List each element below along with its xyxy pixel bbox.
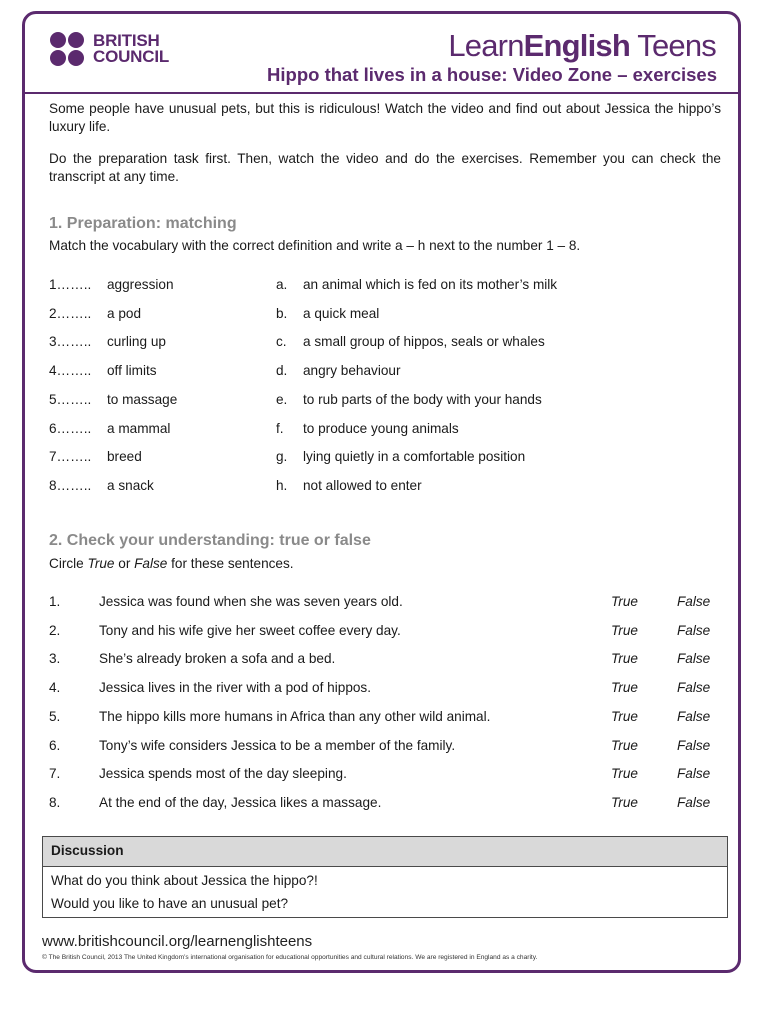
- statement-number: 2.: [49, 622, 61, 638]
- matching-row: [0, 478, 768, 498]
- footer-copyright: © The British Council, 2013 The United Kingdom’s international organisation for educational opportunities and cultural relations. We are registered in England as a charity.: [42, 954, 538, 961]
- logo-dots-icon: [50, 31, 90, 67]
- matching-word: breed: [107, 449, 142, 465]
- matching-word: curling up: [107, 334, 166, 350]
- false-option[interactable]: False: [677, 622, 711, 638]
- true-option[interactable]: True: [611, 766, 638, 782]
- statement-text: Tony and his wife give her sweet coffee every day.: [99, 622, 401, 638]
- false-option[interactable]: False: [677, 680, 711, 696]
- false-option[interactable]: False: [677, 737, 711, 753]
- statement-text: Jessica spends most of the day sleeping.: [99, 766, 347, 782]
- true-false-row: [0, 623, 768, 643]
- matching-letter: a.: [276, 277, 288, 292]
- matching-definition: not allowed to enter: [303, 477, 422, 493]
- matching-number: 8……..: [49, 477, 92, 493]
- logo-line2: COUNCIL: [93, 47, 170, 66]
- section-1-heading: 1. Preparation: matching: [49, 215, 237, 232]
- matching-word: off limits: [107, 363, 157, 379]
- true-option[interactable]: True: [611, 794, 638, 810]
- page-header: [0, 0, 768, 95]
- true-option[interactable]: True: [611, 737, 638, 753]
- british-council-logo: [50, 31, 169, 67]
- matching-row: [0, 392, 768, 412]
- true-false-row: [0, 651, 768, 671]
- matching-row: [0, 449, 768, 469]
- section-2-instruction: Circle True or False for these sentences.: [49, 556, 294, 571]
- discussion-question-1: What do you think about Jessica the hippo?!: [51, 873, 318, 888]
- intro-paragraph-2: Do the preparation task first. Then, watch the video and do the exercises. Remember you can check the transcript at any time.: [49, 151, 721, 184]
- statement-text: She’s already broken a sofa and a bed.: [99, 651, 336, 667]
- true-option[interactable]: True: [611, 622, 638, 638]
- discussion-question-2: Would you like to have an unusual pet?: [51, 896, 289, 911]
- statement-text: Tony’s wife considers Jessica to be a member of the family.: [99, 737, 456, 753]
- page-title: Hippo that lives in a house: Video Zone – exercises: [267, 64, 717, 85]
- matching-letter: f.: [276, 420, 284, 436]
- section-1-instruction: Match the vocabulary with the correct definition and write a – h next to the number 1 – 8.: [49, 238, 581, 253]
- matching-row: [0, 306, 768, 326]
- true-false-row: [0, 709, 768, 729]
- true-option[interactable]: True: [611, 651, 638, 667]
- matching-letter: h.: [276, 477, 288, 493]
- statement-number: 8.: [49, 794, 61, 810]
- true-option[interactable]: True: [611, 680, 638, 696]
- statement-text: At the end of the day, Jessica likes a massage.: [99, 794, 382, 810]
- matching-row: [0, 421, 768, 441]
- false-option[interactable]: False: [677, 594, 711, 609]
- header-divider: [25, 92, 741, 94]
- statement-text: Jessica lives in the river with a pod of hippos.: [99, 680, 372, 696]
- learnenglish-teens-brand: LearnEnglish Teens: [448, 28, 716, 63]
- matching-number: 2……..: [49, 305, 92, 321]
- statement-number: 5.: [49, 708, 61, 724]
- matching-number: 5……..: [49, 391, 92, 407]
- matching-word: a pod: [107, 305, 142, 321]
- matching-row: [0, 334, 768, 354]
- false-option[interactable]: False: [677, 708, 711, 724]
- discussion-box: [42, 836, 728, 918]
- discussion-heading: Discussion: [43, 837, 727, 867]
- logo-line1: BRITISH: [93, 31, 160, 50]
- matching-row: [0, 363, 768, 383]
- false-option[interactable]: False: [677, 766, 711, 782]
- statement-number: 7.: [49, 766, 61, 782]
- matching-definition: a small group of hippos, seals or whales: [303, 334, 545, 350]
- true-false-row: [0, 795, 768, 815]
- false-option[interactable]: False: [677, 651, 711, 667]
- matching-letter: e.: [276, 391, 288, 407]
- statement-number: 3.: [49, 651, 61, 667]
- matching-row: [0, 277, 768, 297]
- matching-word: a snack: [107, 477, 154, 493]
- matching-definition: angry behaviour: [303, 363, 401, 379]
- section-2-heading: 2. Check your understanding: true or false: [49, 532, 371, 549]
- matching-definition: to rub parts of the body with your hands: [303, 391, 542, 407]
- matching-number: 1……..: [49, 277, 92, 292]
- matching-definition: an animal which is fed on its mother’s milk: [303, 277, 558, 292]
- matching-number: 7……..: [49, 449, 92, 465]
- matching-definition: lying quietly in a comfortable position: [303, 449, 526, 465]
- matching-definition: to produce young animals: [303, 420, 459, 436]
- matching-letter: d.: [276, 363, 288, 379]
- matching-number: 3……..: [49, 334, 92, 350]
- true-false-row: [0, 680, 768, 700]
- statement-number: 1.: [49, 594, 61, 609]
- matching-letter: c.: [276, 334, 287, 350]
- matching-number: 4……..: [49, 363, 92, 379]
- matching-letter: g.: [276, 449, 288, 465]
- statement-number: 4.: [49, 680, 61, 696]
- true-false-row: [0, 594, 768, 614]
- intro-paragraph-1: Some people have unusual pets, but this is ridiculous! Watch the video and find out about Jessica the hippo’s luxury life.: [49, 101, 721, 134]
- true-option[interactable]: True: [611, 594, 638, 609]
- matching-definition: a quick meal: [303, 305, 380, 321]
- footer-url-link[interactable]: www.britishcouncil.org/learnenglishteens: [42, 933, 313, 950]
- statement-number: 6.: [49, 737, 61, 753]
- statement-text: Jessica was found when she was seven years old.: [99, 594, 403, 609]
- matching-word: to massage: [107, 391, 178, 407]
- statement-text: The hippo kills more humans in Africa than any other wild animal.: [99, 708, 491, 724]
- true-false-row: [0, 738, 768, 758]
- false-option[interactable]: False: [677, 794, 711, 810]
- matching-number: 6……..: [49, 420, 92, 436]
- matching-word: aggression: [107, 277, 174, 292]
- matching-letter: b.: [276, 305, 288, 321]
- true-false-row: [0, 766, 768, 786]
- matching-word: a mammal: [107, 420, 171, 436]
- true-option[interactable]: True: [611, 708, 638, 724]
